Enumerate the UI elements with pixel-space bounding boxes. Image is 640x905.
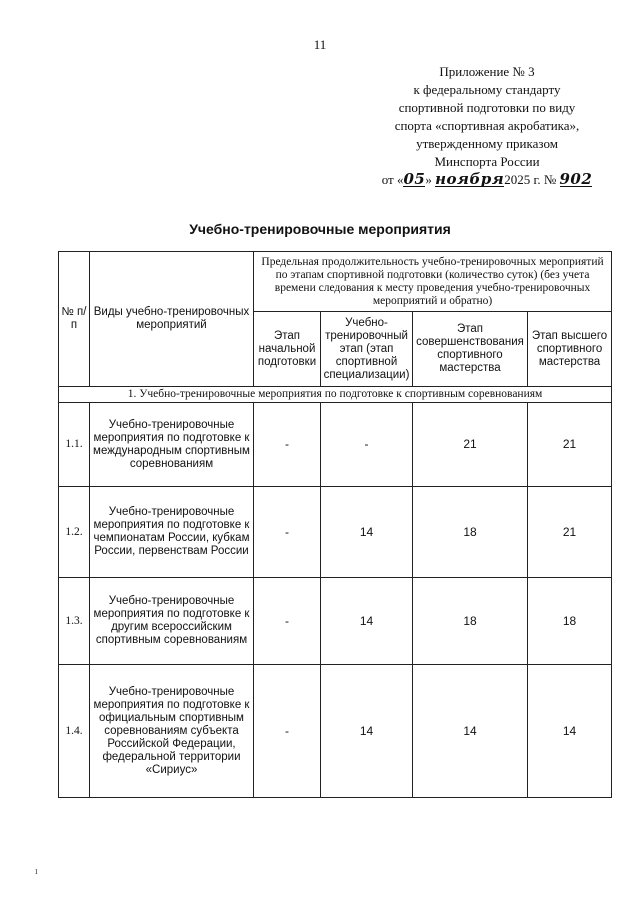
- header-stage-2: Учебно-тренировочный этап (этап спортивной специализации): [321, 312, 413, 387]
- row-number: 1.3.: [59, 578, 90, 665]
- order-year: 2025 г. №: [504, 172, 557, 187]
- row-value-stage-3: 18: [413, 487, 528, 578]
- row-number: 1.4.: [59, 665, 90, 798]
- scan-mark: ı: [35, 866, 38, 877]
- row-value-stage-1: -: [254, 403, 321, 487]
- order-prefix: от «: [381, 172, 404, 187]
- order-date-line: [352, 171, 622, 189]
- row-value-stage-4: 18: [528, 578, 612, 665]
- table-row: [59, 578, 612, 665]
- appendix-line: к федеральному стандарту: [413, 82, 561, 97]
- appendix-line: спорта «спортивная акробатика»,: [394, 118, 580, 133]
- row-value-stage-1: -: [254, 665, 321, 798]
- row-event-name: Учебно-тренировочные мероприятия по подготовке к официальным спортивным соревнованиям субъекта Российской Федерации, федеральной территории «Сириус»: [90, 665, 254, 798]
- table-row: [59, 403, 612, 487]
- appendix-line: спортивной подготовки по виду: [398, 100, 576, 115]
- header-duration-group: Предельная продолжительность учебно-тренировочных мероприятий по этапам спортивной подготовки (количество суток) (без учета времени следования к месту проведения учебно-тренировочных мероприятий и обратно): [254, 252, 612, 312]
- events-table: [58, 251, 612, 798]
- header-stage-3: Этап совершенствования спортивного мастерства: [413, 312, 528, 387]
- row-value-stage-3: 21: [413, 403, 528, 487]
- row-value-stage-2: -: [321, 403, 413, 487]
- appendix-line: утвержденному приказом: [416, 136, 558, 151]
- appendix-line: Приложение № 3: [439, 64, 535, 79]
- row-number: 1.2.: [59, 487, 90, 578]
- row-number: 1.1.: [59, 403, 90, 487]
- appendix-block: [352, 63, 622, 189]
- row-value-stage-1: -: [254, 487, 321, 578]
- row-value-stage-2: 14: [321, 487, 413, 578]
- table-row: [59, 487, 612, 578]
- section-row: [59, 387, 612, 403]
- row-value-stage-2: 14: [321, 665, 413, 798]
- row-value-stage-2: 14: [321, 578, 413, 665]
- appendix-line: Минспорта России: [434, 154, 540, 169]
- row-value-stage-4: 21: [528, 487, 612, 578]
- row-value-stage-3: 14: [413, 665, 528, 798]
- row-event-name: Учебно-тренировочные мероприятия по подготовке к международным спортивным соревнованиям: [90, 403, 254, 487]
- order-month: ноября: [435, 170, 505, 188]
- page-number: 11: [313, 37, 327, 52]
- row-value-stage-1: -: [254, 578, 321, 665]
- table-row: [59, 665, 612, 798]
- row-event-name: Учебно-тренировочные мероприятия по подготовке к чемпионатам России, кубкам России, первенствам России: [90, 487, 254, 578]
- header-number: № п/п: [59, 252, 90, 387]
- section-title: 1. Учебно-тренировочные мероприятия по подготовке к спортивным соревнованиям: [59, 387, 612, 403]
- order-mid: »: [425, 172, 432, 187]
- row-value-stage-4: 14: [528, 665, 612, 798]
- row-value-stage-4: 21: [528, 403, 612, 487]
- header-event-type: Виды учебно-тренировочных мероприятий: [90, 252, 254, 387]
- row-event-name: Учебно-тренировочные мероприятия по подготовке к другим всероссийским спортивным соревнованиям: [90, 578, 254, 665]
- header-stage-4: Этап высшего спортивного мастерства: [528, 312, 612, 387]
- document-title: Учебно-тренировочные мероприятия: [189, 221, 451, 237]
- table-header-row: [59, 252, 612, 312]
- order-number: 902: [559, 170, 593, 188]
- order-day: 05: [403, 170, 426, 188]
- header-stage-1: Этап начальной подготовки: [254, 312, 321, 387]
- row-value-stage-3: 18: [413, 578, 528, 665]
